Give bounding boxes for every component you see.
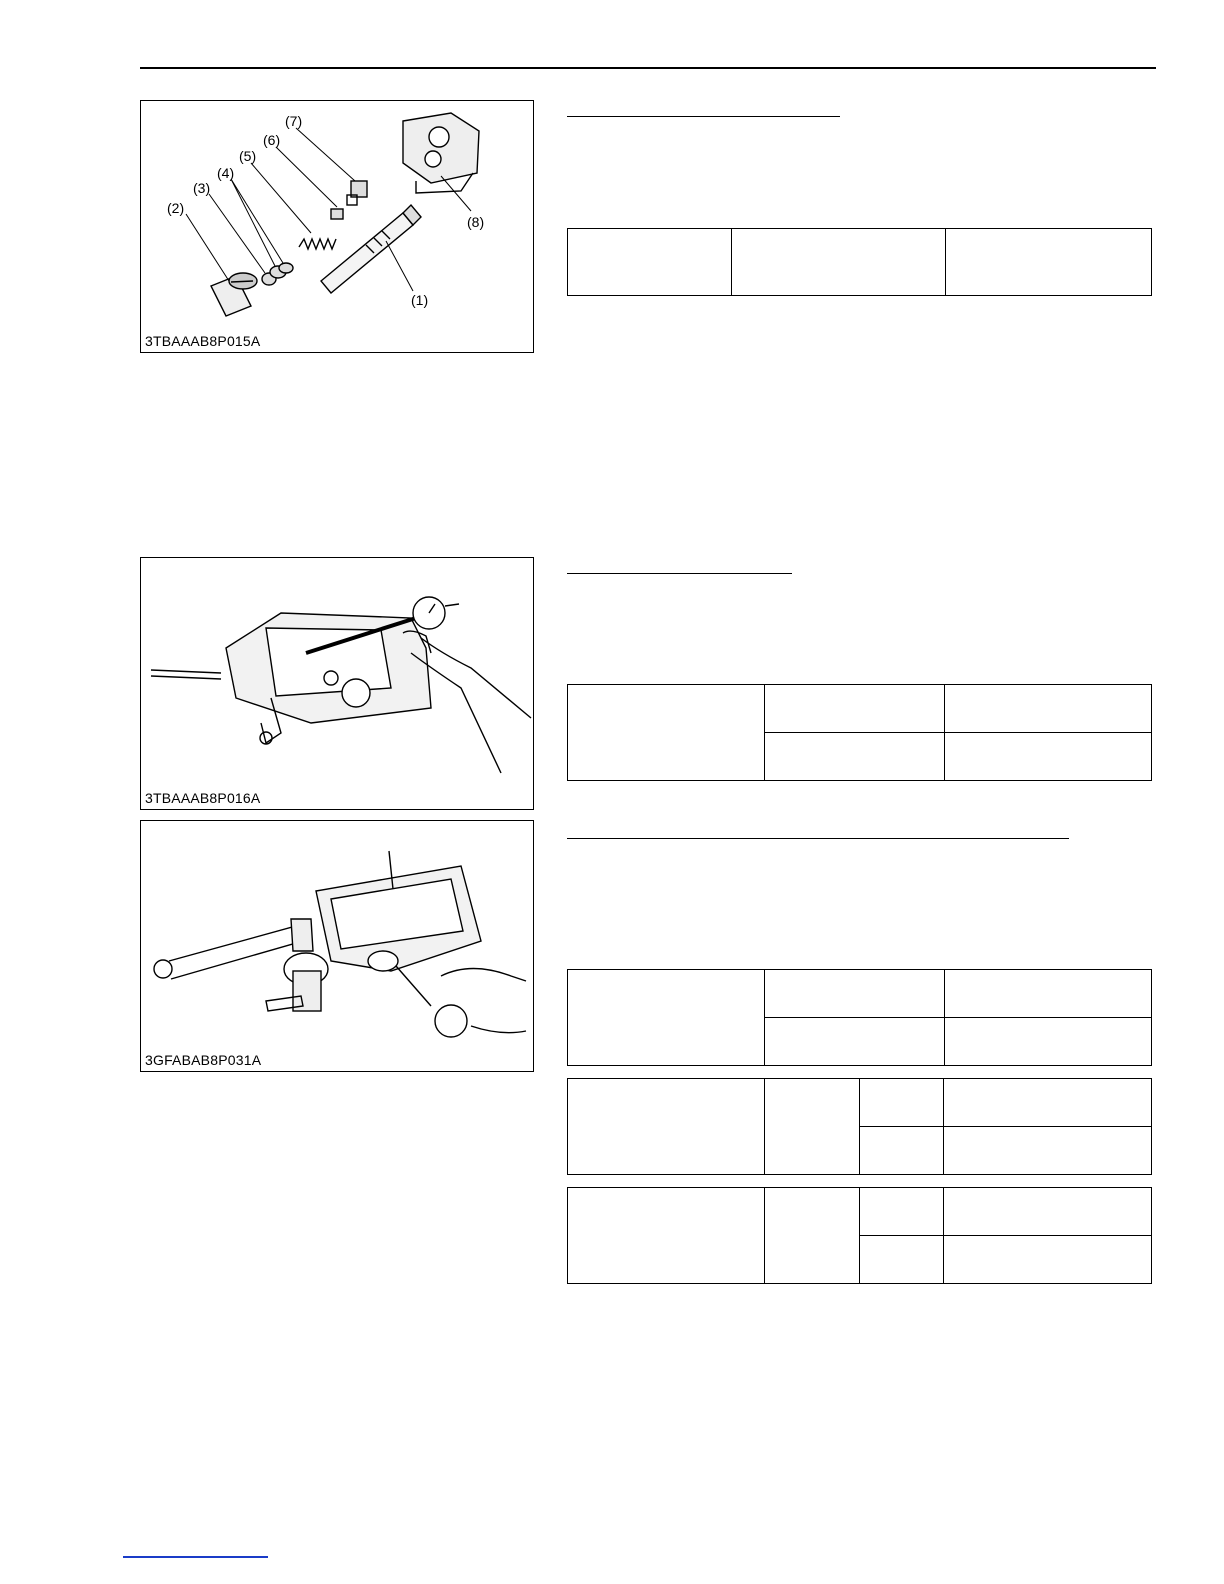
callout-5: (5)	[239, 148, 257, 164]
spec-cell	[946, 229, 1152, 296]
spec-cell	[765, 970, 945, 1018]
figure-bushing-measurement	[140, 820, 534, 1072]
callout-7: (7)	[285, 113, 303, 129]
callout-2: (2)	[167, 200, 185, 216]
spec-table	[567, 1187, 1152, 1284]
spec-cell	[568, 685, 765, 781]
spec-cell	[860, 1188, 944, 1236]
spec-cell	[944, 1079, 1152, 1127]
spec-cell	[765, 1079, 860, 1175]
figure-valve-exploded	[140, 100, 534, 353]
header-rule	[140, 67, 1156, 69]
figure-caption: 3TBAAAB8P015A	[145, 333, 261, 349]
callout-8: (8)	[467, 214, 485, 230]
spec-cell	[765, 685, 945, 733]
spec-table	[567, 228, 1152, 296]
spec-cell	[568, 1188, 765, 1284]
callout-1: (1)	[411, 292, 429, 308]
spec-cell	[765, 733, 945, 781]
spec-cell	[944, 1127, 1152, 1175]
spec-cell	[945, 685, 1152, 733]
spec-cell	[860, 1079, 944, 1127]
spec-cell	[568, 229, 732, 296]
spec-cell	[568, 970, 765, 1066]
spec-cell	[945, 733, 1152, 781]
spec-cell	[944, 1188, 1152, 1236]
figure-caption: 3GFABAB8P031A	[145, 1052, 262, 1068]
spec-table	[567, 969, 1152, 1066]
bushing-measurement-drawing	[141, 821, 534, 1072]
spec-cell	[765, 1188, 860, 1284]
footer-link-underline[interactable]	[123, 1556, 268, 1558]
callout-3: (3)	[193, 180, 211, 196]
section-heading-underline	[567, 116, 840, 117]
spec-table	[567, 684, 1152, 781]
spec-cell	[568, 1079, 765, 1175]
spec-cell	[860, 1127, 944, 1175]
callout-6: (6)	[263, 132, 281, 148]
spec-cell	[765, 1018, 945, 1066]
figure-caption: 3TBAAAB8P016A	[145, 790, 261, 806]
gauge-measurement-drawing	[141, 558, 534, 810]
valve-exploded-drawing	[141, 101, 534, 353]
spec-cell	[945, 970, 1152, 1018]
spec-cell	[860, 1236, 944, 1284]
figure-gauge-measurement	[140, 557, 534, 810]
spec-cell	[732, 229, 946, 296]
section-heading-underline	[567, 838, 1069, 839]
spec-cell	[944, 1236, 1152, 1284]
spec-table	[567, 1078, 1152, 1175]
callout-4: (4)	[217, 165, 235, 181]
spec-cell	[945, 1018, 1152, 1066]
section-heading-underline	[567, 573, 792, 574]
